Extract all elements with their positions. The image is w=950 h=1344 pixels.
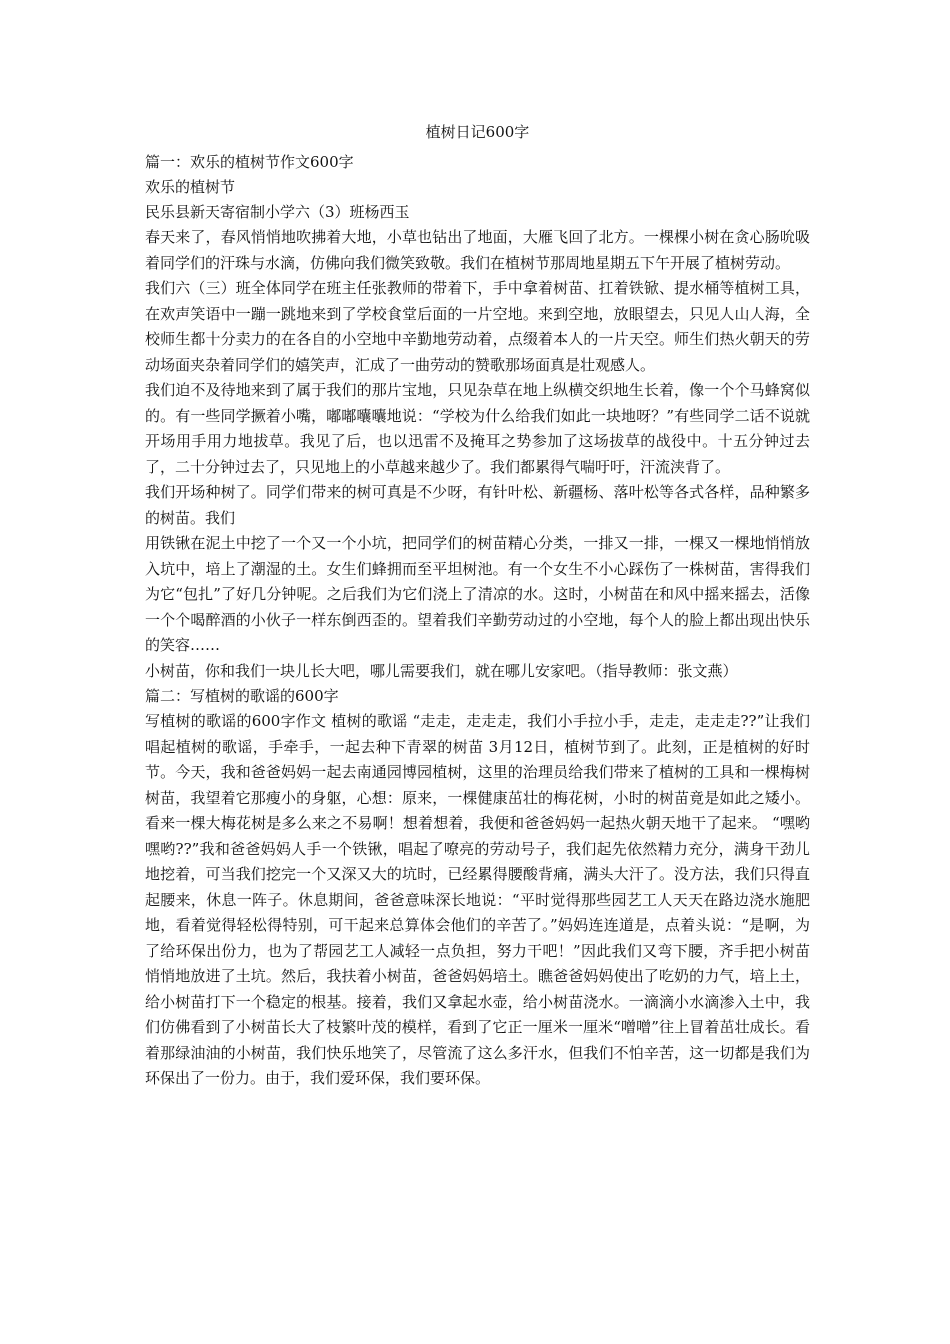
- section1-paragraph: 我们开场种树了。同学们带来的树可真是不少呀，有针叶松、新疆杨、落叶松等各式各样，品种繁多的树苗。我们: [145, 483, 810, 527]
- document-page: [145, 120, 810, 1092]
- section2-paragraph: 写植树的歌谣的600字作文 植树的歌谣 “走走，走走走，我们小手拉小手，走走，走走走??”让我们唱起植树的歌谣，手牵手，一起去种下青翠的树苗 3月12日，植树节到了。此刻，正是植树的好时节。今天，我和爸爸妈妈一起去南通园博园植树，这里的治理员给我们带来了植树的工具和一棵梅树树苗，我望着它那瘦小的身躯，心想：原来，一棵健康茁壮的梅花树，小时的树苗竟是如此之矮小。看来一棵大梅花树是多么来之不易啊！想着想着，我便和爸爸妈妈一起热火朝天地干了起来。 “嘿哟嘿哟??”我和爸爸妈妈人手一个铁锹，唱起了嘹亮的劳动号子，我们起先依然精力充分，满身干劲儿地挖着，可当我们挖完一个又深又大的坑时，已经累得腰酸背痛，满头大汗了。没方法，我们只得直起腰来，休息一阵子。休息期间，爸爸意味深长地说：“平时觉得那些园艺工人天天在路边浇水施肥地，看着觉得轻松得特别，可干起来总算体会他们的辛苦了。”妈妈连连道是，点着头说：“是啊，为了给环保出份力，也为了帮园艺工人减轻一点负担，努力干吧！”因此我们又弯下腰，齐手把小树苗悄悄地放进了土坑。然后，我扶着小树苗，爸爸妈妈培土。瞧爸爸妈妈使出了吃奶的力气，培上土，给小树苗打下一个稳定的根基。接着，我们又拿起水壶，给小树苗浇水。一滴滴小水滴渗入土中，我们仿佛看到了小树苗长大了枝繁叶茂的模样，看到了它正一厘米一厘米“噌噌”往上冒着茁壮成长。看着那绿油油的小树苗，我们快乐地笑了，尽管流了这么多汗水，但我们不怕辛苦，这一切都是我们为环保出了一份力。由于，我们爱环保，我们要环保。: [145, 712, 810, 1087]
- section1-author: 民乐县新天寄宿制小学六（3）班杨西玉: [145, 203, 410, 221]
- section1-heading: 篇一：欢乐的植树节作文600字: [145, 153, 354, 171]
- section2-heading: 篇二：写植树的歌谣的600字: [145, 687, 339, 705]
- section1-paragraph: 春天来了，春风悄悄地吹拂着大地，小草也钻出了地面，大雁飞回了北方。一棵棵小树在贪心肠吮吸着同学们的汗珠与水滴，仿佛向我们微笑致敬。我们在植树节那周地星期五下午开展了植树劳动。: [145, 228, 810, 272]
- document-title: 植树日记600字: [425, 123, 530, 141]
- section1-paragraph: 小树苗，你和我们一块儿长大吧，哪儿需要我们，就在哪儿安家吧。（指导教师：张文燕）: [145, 661, 738, 680]
- section1-subtitle: 欢乐的植树节: [145, 178, 236, 196]
- section1-paragraph: 我们六（三）班全体同学在班主任张教师的带着下，手中拿着树苗、扛着铁锨、提水桶等植树工具，在欢声笑语中一蹦一跳地来到了学校食堂后面的一片空地。来到空地，放眼望去，只见人山人海，全校师生都十分卖力的在各自的小空地中辛勤地劳动着，点缀着本人的一片天空。师生们热火朝天的劳动场面夹杂着同学们的嬉笑声，汇成了一曲劳动的赞歌那场面真是壮观感人。: [145, 279, 810, 374]
- section1-paragraph: 我们迫不及待地来到了属于我们的那片宝地，只见杂草在地上纵横交织地生长着，像一个个马蜂窝似的。有一些同学撅着小嘴，嘟嘟囔囔地说：“学校为什么给我们如此一块地呀？”有些同学二话不说就开场用手用力地拔草。我见了后，也以迅雷不及掩耳之势参加了这场拔草的战役中。十五分钟过去了，二十分钟过去了，只见地上的小草越来越少了。我们都累得气喘吁吁，汗流浃背了。: [145, 381, 810, 476]
- section1-paragraph: 用铁锹在泥土中挖了一个又一个小坑，把同学们的树苗精心分类，一排又一排，一棵又一棵地悄悄放入坑中，培上了潮湿的土。女生们蜂拥而至平坦树池。有一个女生不小心踩伤了一株树苗，害得我们为它“包扎”了好几分钟呢。之后我们为它们浇上了清凉的水。这时，小树苗在和风中摇来摇去，活像一个个喝醉酒的小伙子一样东倒西歪的。望着我们辛勤劳动过的小空地，每个人的脸上都出现出快乐的笑容……: [145, 534, 810, 654]
